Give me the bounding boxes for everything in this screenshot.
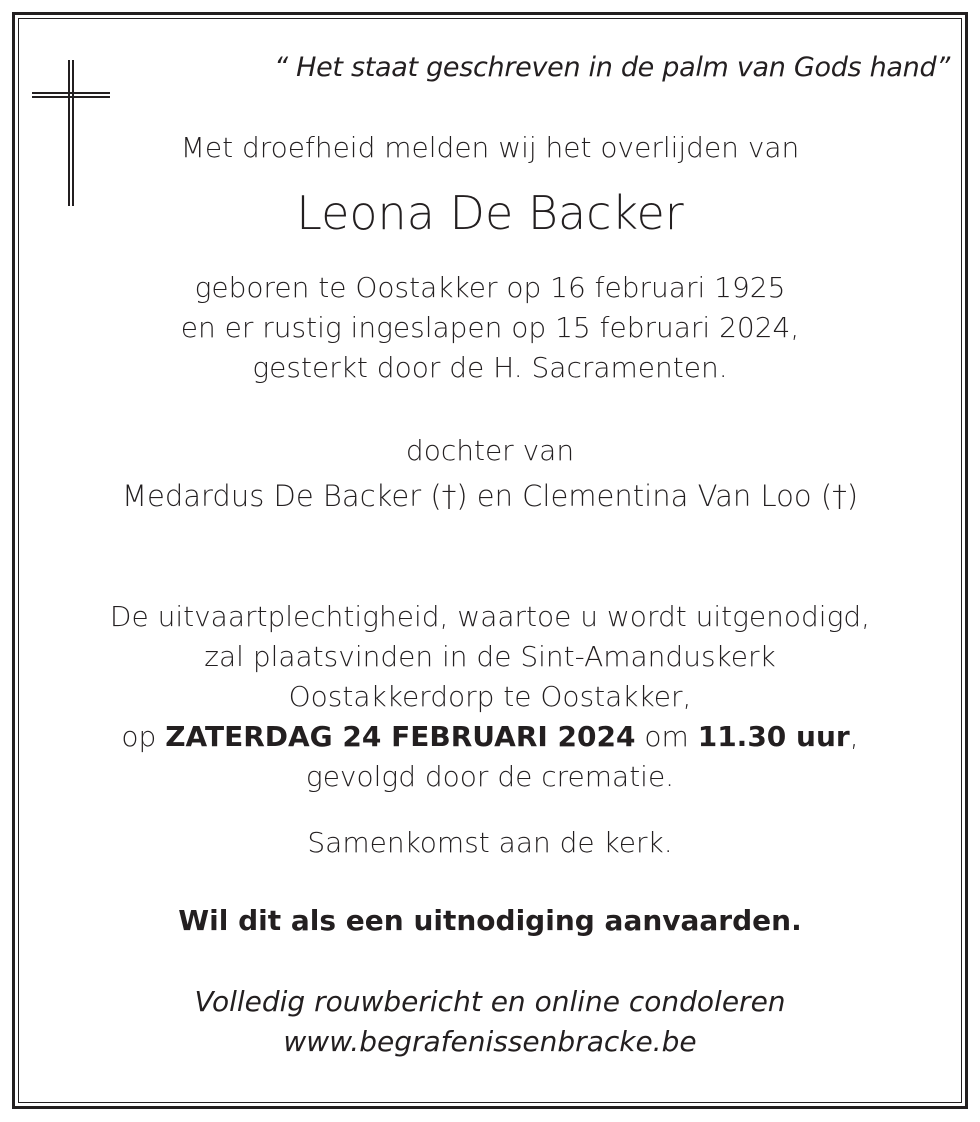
funeral-time: 11.30 uur [697, 720, 850, 753]
daughter-of-label: dochter van [405, 434, 575, 467]
parents-line: Medardus De Backer (†) en Clementina Van Loo (†) [121, 479, 859, 513]
invitation-line: Wil dit als een uitnodiging aanvaarden. [178, 904, 802, 937]
deceased-name: Leona De Backer [296, 186, 684, 240]
funeral-date-line [40, 720, 940, 753]
funeral-line-2: zal plaatsvinden in de Sint-Amanduskerk [204, 640, 776, 673]
funeral-line-5: gevolgd door de crematie. [305, 760, 675, 793]
funeral-line-1: De uitvaartplechtigheid, waartoe u wordt uitgenodigd, [109, 600, 871, 633]
scripture-quote: “ Het staat geschreven in de palm van Gods hand” [274, 52, 950, 83]
funeral-date: ZATERDAG 24 FEBRUARI 2024 [165, 720, 636, 753]
announcement-text: Met droefheid melden wij het overlijden van [180, 131, 800, 164]
funeral-line-3: Oostakkerdorp te Oostakker, [288, 680, 692, 713]
sacraments-line: gesterkt door de H. Sacramenten. [252, 351, 728, 384]
inner-border [18, 18, 962, 1103]
death-line: en er rustig ingeslapen op 15 februari 2024, [180, 311, 800, 344]
website-link[interactable]: www.begrafenissenbracke.be [283, 1025, 697, 1058]
time-prefix: om [635, 720, 698, 753]
date-prefix: op [121, 720, 166, 753]
gathering-line: Samenkomst aan de kerk. [307, 826, 673, 859]
online-condolence-line: Volledig rouwbericht en online condoleren [194, 985, 786, 1018]
birth-line: geboren te Oostakker op 16 februari 1925 [194, 271, 786, 304]
time-suffix: , [849, 720, 859, 753]
